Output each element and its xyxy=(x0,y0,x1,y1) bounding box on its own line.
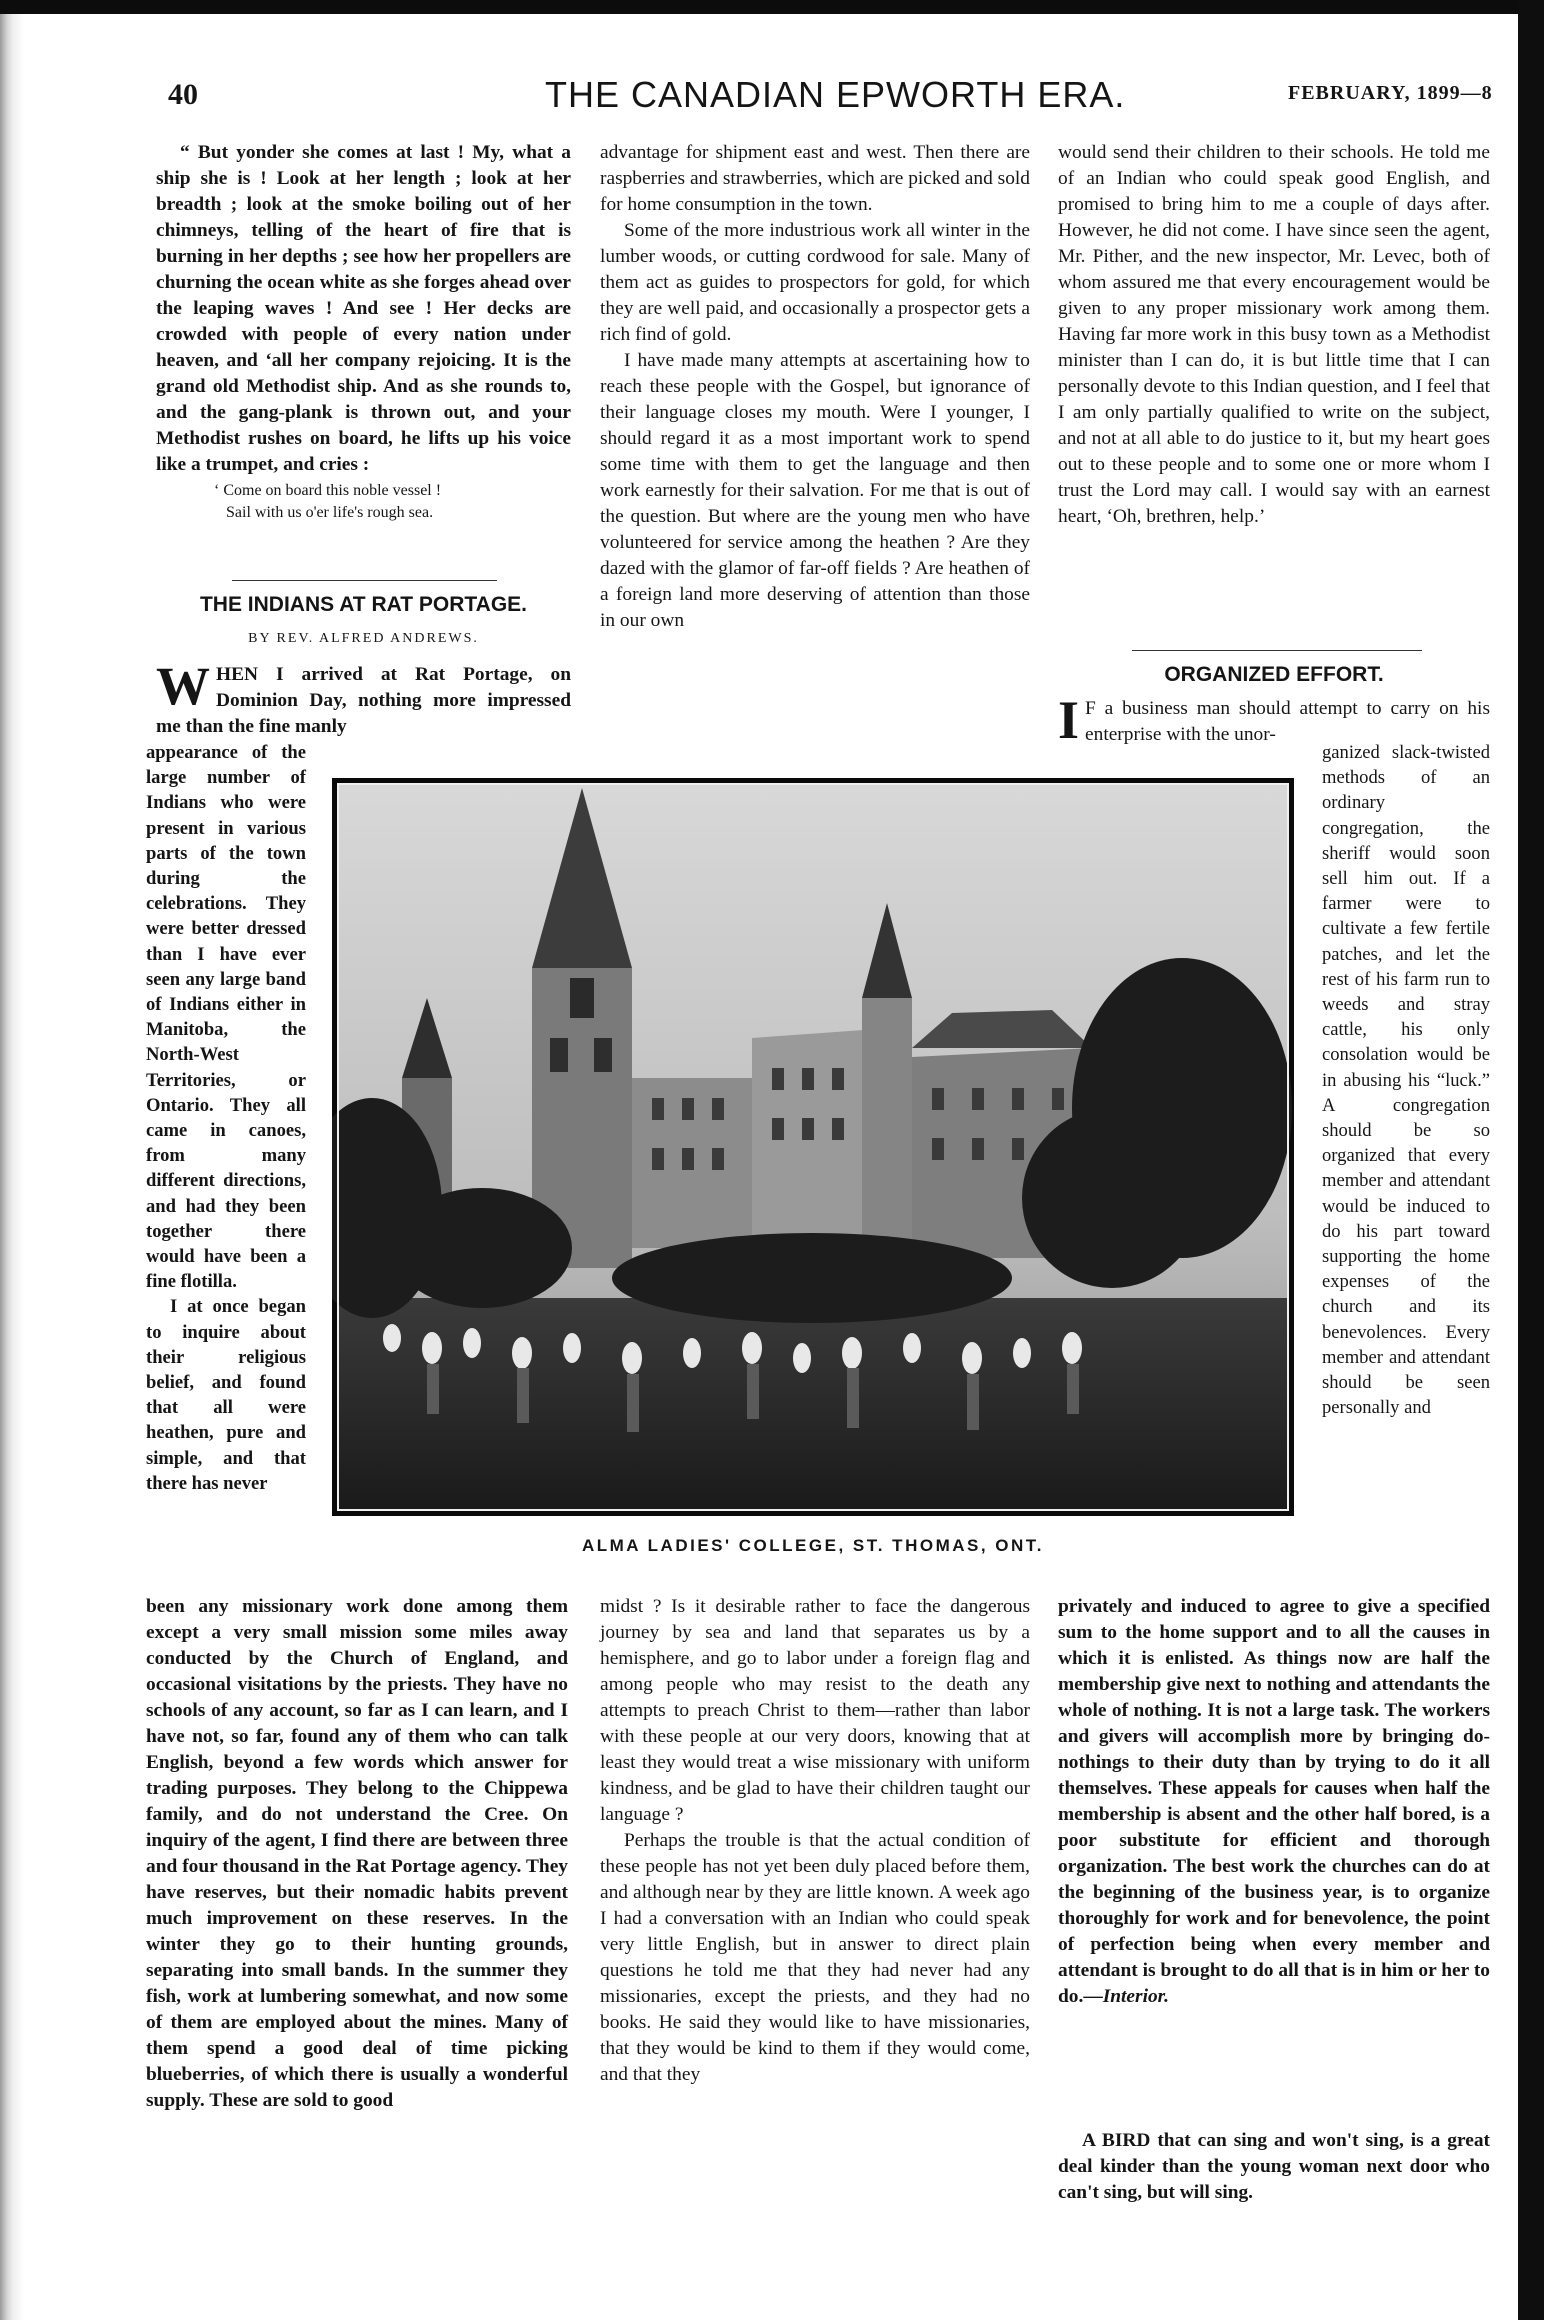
col2-continued-1: midst ? Is it desirable rather to face the dangerous journey by sea and land that separates us by a hemisphere, and go to labor under a foreign flag and among people who may resist to the death any attempts to preach Christ to them—rather than labor with these people at our very doors, knowing that at least they would treat a wise missionary with uniform kindness, and be glad to have their children taught our language ? xyxy=(600,1596,1030,1825)
article-1-title: THE INDIANS AT RAT PORTAGE. xyxy=(199,593,528,616)
filler-paragraph xyxy=(1058,2128,1490,2206)
article-1-lead xyxy=(156,656,571,740)
column-1-narrow xyxy=(146,740,306,1496)
column-3-bottom xyxy=(1058,1594,1490,2010)
column-1-upper xyxy=(156,140,571,524)
filler-lead: A BIRD xyxy=(1082,2130,1151,2151)
verse-quote xyxy=(156,480,571,524)
filler-body: that can sing and won't sing, is a great deal kinder than the young woman next door who can't sing, but will sing. xyxy=(1058,2130,1490,2203)
page-number: 40 xyxy=(168,78,198,111)
article-1-narrow-2: I at once began to inquire about their religious belief, and found that all were heathen, pure and simple, and that there has never xyxy=(146,1296,306,1494)
article-2-continued xyxy=(1058,1594,1490,2010)
verse-line-1: ‘ Come on board this noble vessel ! xyxy=(214,482,442,499)
article-2-header xyxy=(1058,662,1490,748)
section-divider xyxy=(232,580,497,581)
column-3-upper xyxy=(1058,140,1490,530)
college-photo-illustration xyxy=(332,778,1294,1516)
column-2-bottom xyxy=(600,1594,1030,2088)
article-1-continued: been any missionary work done among them except a very small mission some miles away conducted by the Church of England, and occasional visitations by the priests. They have no schools of any account, so far as I can learn, and I have not, so far, found any of them who can talk English, beyond a few words which answer for trading purposes. They belong to the Chippewa family, and do not understand the Cree. On inquiry of the agent, I find there are between three and four thousand in the Rat Portage agency. They have reserves, but their nomadic habits prevent much improvement on these reserves. In the winter they go to their hunting grounds, separating into small bands. In the summer they fish, work at lumbering somewhat, and now some of them are employed about the mines. Many of them spend a good deal of time picking blueberries, of which there is usually a wonderful supply. These are sold to good xyxy=(146,1596,568,2111)
section-divider-2 xyxy=(1132,650,1422,651)
journal-title: THE CANADIAN EPWORTH ERA. xyxy=(545,74,1126,115)
col2-paragraph-2: Some of the more industrious work all winter in the lumber woods, or cutting cordwood for sale. Many of them act as guides to prospectors for gold, for which they are well paid, and occasionally a prospector gets a rich find of gold. xyxy=(600,220,1030,345)
article-1-header xyxy=(156,592,571,740)
col2-continued-2: Perhaps the trouble is that the actual condition of these people has not yet been duly placed before them, and although near by they are little known. A week ago I had a conversation with an Indian who could speak very little English, but in answer to direct plain questions he told me that they had never had any missionaries, except the priests, and they had no books. He said they would like to have missionaries, that they would be kind to them if they would come, and that they xyxy=(600,1830,1030,2085)
column-1-bottom xyxy=(146,1594,568,2114)
article-1-narrow-1: appearance of the large number of Indians who were present in various parts of the town during the celebrations. They were better dressed than I have ever seen any large band of Indians either in Manitoba, the North-West Territories, or Ontario. They all came in canoes, from many different directions, and had they been together there would have been a fine flotilla. xyxy=(146,742,306,1293)
article-2-lead-text: F a business man should attempt to carry on his enterprise with the unor- xyxy=(1085,698,1490,745)
scan-top-border xyxy=(0,0,1544,14)
col3-paragraph-1: would send their children to their schools. He told me of an Indian who could speak good English, and promised to bring him to me a couple of days after. However, he did not come. I have since seen the agent, Mr. Pither, and the new inspector, Mr. Levec, both of whom assured me that every encouragement would be given to any proper missionary work among them. Having far more work in this busy town as a Methodist minister than I can do, it is but little time that I can personally devote to this Indian question, and I feel that I am only partially qualified to write on the subject, and not at all able to do justice to it, but my heart goes out to these people and to some one or more whom I trust the Lord may call. I would say with an earnest heart, ‘Oh, brethren, help.’ xyxy=(1058,142,1490,527)
ship-paragraph: “ But yonder she comes at last ! My, what a ship she is ! Look at her length ; look at her breadth ; look at the smoke boiling out of her chimneys, telling of the heart of fire that is burning in her depths ; see how her propellers are churning the ocean white as she forges ahead over the leaping waves ! And see ! Her decks are crowded with people of every nation under heaven, and ‘all her company rejoicing. It is the grand old Methodist ship. And as she rounds to, and the gang-plank is thrown out, and your Methodist rushes on board, he lifts up his voice like a trumpet, and cries : xyxy=(156,142,571,475)
issue-date: FEBRUARY, 1899—8 xyxy=(1288,82,1493,104)
col2-paragraph-3: I have made many attempts at ascertaining how to reach these people with the Gospel, but ignorance of their language closes my mouth. Were I younger, I should regard it as a most important work to spend some time with them to get the language and then work earnestly for their salvation. For me that is out of the question. But where are the young men who have volunteered for service among the heathen ? Are they dazed with the glamor of far-off fields ? Are heathen of a foreign land more deserving of attention than those in our own xyxy=(600,350,1030,631)
article-2-source: Interior. xyxy=(1102,1986,1169,2007)
drop-cap-i: I xyxy=(1058,690,1080,750)
filler-text xyxy=(1058,2128,1490,2206)
verse-line-2: Sail with us o'er life's rough sea. xyxy=(226,504,434,521)
col2-paragraph-1: advantage for shipment east and west. Then there are raspberries and strawberries, which are picked and sold for home consumption in the town. xyxy=(600,142,1030,215)
scan-right-border xyxy=(1518,0,1544,2320)
article-1-byline: BY REV. ALFRED ANDREWS. xyxy=(248,631,479,646)
drop-cap-w: W xyxy=(156,656,210,716)
article-2-body: privately and induced to agree to give a specified sum to the home support and to all the causes in which it is enlisted. As things now are half the membership give next to nothing and attendants the whole of nothing. It is not a large task. The workers and givers will accomplish more by bringing do-nothings to their duty than by trying to do it all themselves. These appeals for causes when half the membership is absent and the other half bored, is a poor substitute for efficient and thorough organization. The best work the churches can do at the beginning of the business year, is to organize thoroughly for work and for benevolence, the point of perfection being when every member and attendant is brought to do all that is in him or her to do.— xyxy=(1058,1596,1490,2007)
photo-caption: ALMA LADIES' COLLEGE, ST. THOMAS, ONT. xyxy=(581,1536,1045,1555)
article-2-title: ORGANIZED EFFORT. xyxy=(1164,663,1384,686)
article-2-narrow: ganized slack-twisted methods of an ordinary congregation, the sheriff would soon sell him out. If a farmer were to cultivate a few fertile patches, and let the rest of his farm run to weeds and stray cattle, his only consolation would be in abusing his “luck.” A congregation should be so organized that every member and attendant would be induced to do his part toward supporting the home expenses of the church and its benevolences. Every member and attendant should be seen personally and xyxy=(1322,742,1490,1419)
article-1-lead-text: HEN I arrived at Rat Portage, on Dominion Day, nothing more impressed me than the fine manly xyxy=(156,664,571,737)
column-3-narrow xyxy=(1322,740,1490,1420)
column-2-upper xyxy=(600,140,1030,634)
college-photograph xyxy=(332,778,1294,1516)
scan-left-edge xyxy=(0,0,24,2320)
